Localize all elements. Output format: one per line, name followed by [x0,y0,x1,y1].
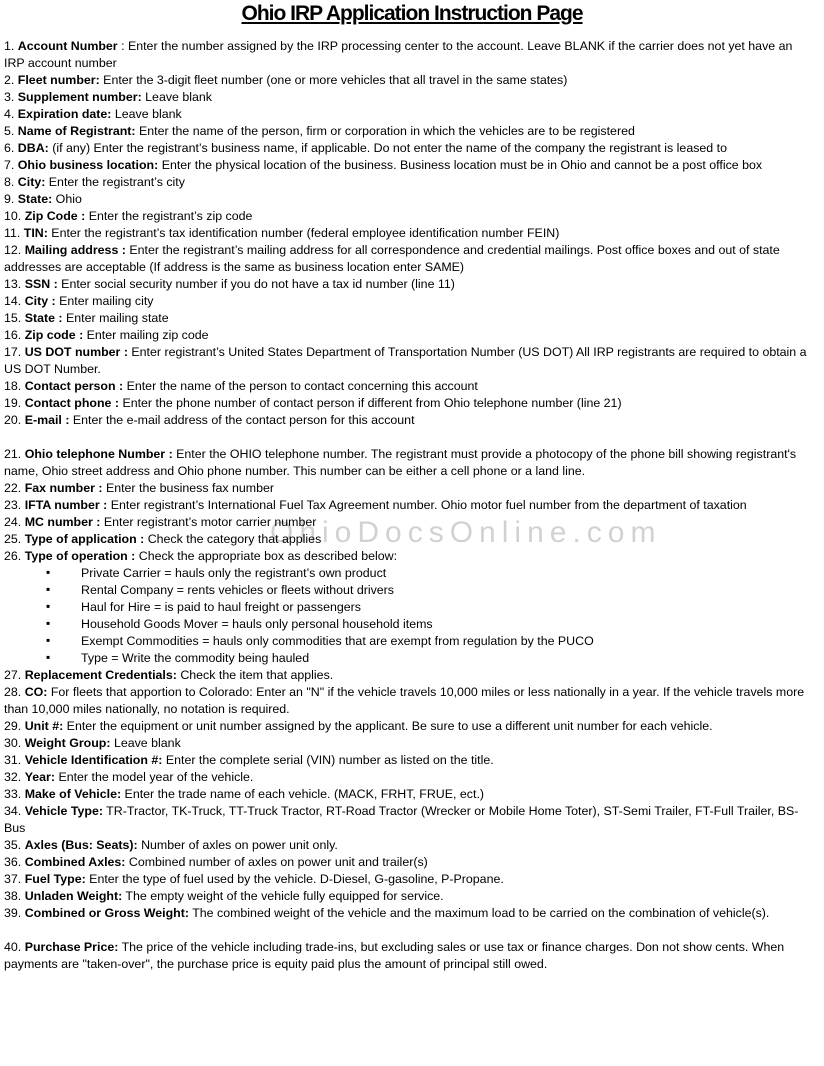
item-text: Enter the name of the person to contact concerning this account [123,379,478,393]
item-number: 13. [4,277,22,291]
item-label: MC number : [24,515,101,529]
item-number: 29. [4,719,22,733]
instruction-item [4,327,816,344]
instruction-item [4,871,816,888]
instruction-item [4,174,816,191]
item-text: TR-Tractor, TK-Truck, TT-Truck Tractor, RT-Road Tractor (Wrecker or Mobile Home Toter), ST-Semi Trailer, FT-Full Trailer, BS-Bus [4,804,799,835]
item-text: Enter registrant’s United States Department of Transportation Number (US DOT) All IRP registrants are required to obtain a US DOT Number. [4,345,807,376]
item-label: DBA: [17,141,49,155]
item-label: Unladen Weight: [24,889,123,903]
item-text: Enter the business fax number [102,481,274,495]
instruction-item [4,276,816,293]
item-text: The combined weight of the vehicle and the maximum load to be carried on the combination of vehicle(s). [188,906,770,920]
item-label: Type of operation : [24,549,136,563]
item-label: Ohio telephone Number : [24,447,173,461]
item-number: 17. [4,345,22,359]
item-label: Ohio business location: [17,158,159,172]
instruction-item [4,786,816,803]
item-text: Number of axles on power unit only. [137,838,338,852]
instruction-item [4,412,816,429]
item-number: 19. [4,396,22,410]
item-number: 40. [4,940,22,954]
item-label: Mailing address : [24,243,126,257]
item-text: Check the category that applies [144,532,322,546]
item-label: Vehicle Identification #: [24,753,163,767]
item-text: Combined number of axles on power unit and trailer(s) [125,855,428,869]
instruction-item [4,72,816,89]
instruction-item [4,140,816,157]
item-label: Replacement Credentials: [24,668,177,682]
item-label: City: [17,175,46,189]
item-text: Enter the phone number of contact person if different from Ohio telephone number (line 21) [119,396,622,410]
item-label: Expiration date: [17,107,112,121]
instruction-item [4,395,816,412]
item-label: Contact phone : [24,396,119,410]
instruction-item [4,191,816,208]
item-label: Year: [24,770,55,784]
item-number: 14. [4,294,22,308]
item-text: Enter the e-mail address of the contact person for this account [69,413,415,427]
item-text: Enter the model year of the vehicle. [55,770,254,784]
item-number: 20. [4,413,22,427]
instruction-item [4,735,816,752]
instruction-item [4,531,816,548]
instruction-item [4,106,816,123]
item-number: 32. [4,770,22,784]
item-text: Enter the equipment or unit number assigned by the applicant. Be sure to use a different unit number for each vehicle. [63,719,713,733]
instruction-item [4,446,816,480]
item-label: Fax number : [24,481,103,495]
item-text: Enter the name of the person, firm or corporation in which the vehicles are to be registered [135,124,635,138]
item-number: 11. [4,226,21,240]
instruction-item [4,208,816,225]
item-text: Enter registrant’s International Fuel Tax Agreement number. Ohio motor fuel number from the department of taxation [107,498,747,512]
instruction-item [4,684,816,718]
item-text: Enter the type of fuel used by the vehicle. D-Diesel, G-gasoline, P-Propane. [85,872,504,886]
watermark: OhioDocsOnline.com [270,516,662,549]
item-number: 6. [4,141,15,155]
item-text: The empty weight of the vehicle fully equipped for service. [122,889,444,903]
item-number: 27. [4,668,22,682]
item-number: 36. [4,855,22,869]
instruction-item [4,514,816,531]
instruction-item [4,157,816,174]
item-label: Weight Group: [24,736,111,750]
operation-type-item: ▪ Exempt Commodities = hauls only commodities that are exempt from regulation by the PUCO [4,633,816,650]
instruction-list [4,38,816,973]
operation-type-item: ▪ Haul for Hire = is paid to haul freight or passengers [4,599,816,616]
item-number: 23. [4,498,22,512]
item-number: 3. [4,90,15,104]
item-label: Account Number [17,39,118,53]
item-number: 21. [4,447,22,461]
item-number: 22. [4,481,22,495]
item-label: Fleet number: [17,73,100,87]
item-number: 24. [4,515,22,529]
item-text: Enter the OHIO telephone number. The registrant must provide a photocopy of the phone bill showing registrant's name, Ohio street address and Ohio phone number. This number can be either a cell phone or a land line. [4,447,797,478]
item-text: Check the item that applies. [176,668,334,682]
item-text: Leave blank [111,107,182,121]
item-number: 28. [4,685,22,699]
item-number: 39. [4,906,22,920]
item-text: Enter mailing city [55,294,154,308]
instruction-item [4,225,816,242]
item-text: Enter the physical location of the business. Business location must be in Ohio and cannot be a post office box [158,158,763,172]
instruction-item [4,38,816,72]
item-text: Leave blank [110,736,181,750]
item-number: 1. [4,39,15,53]
item-label: Name of Registrant: [17,124,136,138]
item-text: For fleets that apportion to Colorado: Enter an "N" if the vehicle travels 10,000 miles or less nationally in a year. If the vehicle travels more than 10,000 miles nationally, no notation is required. [4,685,805,716]
item-number: 37. [4,872,22,886]
item-text: Enter the 3-digit fleet number (one or more vehicles that all travel in the same states) [99,73,568,87]
item-text: Enter the number assigned by the IRP processing center to the account. Leave BLANK if the carrier does not yet have an IRP account number [4,39,793,70]
item-label: City : [24,294,56,308]
item-number: 38. [4,889,22,903]
item-label: Purchase Price: [24,940,119,954]
item-number: 33. [4,787,22,801]
item-number: 30. [4,736,22,750]
item-number: 31. [4,753,22,767]
item-text: Enter the complete serial (VIN) number as listed on the title. [162,753,494,767]
instruction-item [4,803,816,837]
item-label: Zip code : [24,328,84,342]
item-label: Fuel Type: [24,872,86,886]
item-text: Enter social security number if you do not have a tax id number (line 11) [57,277,455,291]
item-separator: : [117,39,128,53]
instruction-item [4,242,816,276]
item-text: Enter the registrant’s mailing address for all correspondence and credential mailings. Post office boxes and out of state addresses are acceptable (If address is the same as business location enter SAME) [4,243,780,274]
instruction-item [4,837,816,854]
operation-type-item: ▪ Type = Write the commodity being hauled [4,650,816,667]
page-title: Ohio IRP Application Instruction Page [241,2,583,25]
operation-type-item: ▪ Rental Company = rents vehicles or fleets without drivers [4,582,816,599]
item-number: 25. [4,532,22,546]
item-label: TIN: [23,226,48,240]
spacer [4,429,816,446]
item-number: 18. [4,379,22,393]
item-text: Enter the trade name of each vehicle. (MACK, FRHT, FRUE, ect.) [121,787,485,801]
item-label: E-mail : [24,413,70,427]
item-number: 5. [4,124,15,138]
item-text: Enter the registrant’s city [45,175,185,189]
instruction-item [4,344,816,378]
instruction-item [4,905,816,922]
item-label: IFTA number : [24,498,108,512]
item-number: 4. [4,107,15,121]
instruction-item [4,548,816,565]
instruction-item [4,939,816,973]
item-text: Enter registrant’s motor carrier number [100,515,317,529]
instruction-item [4,667,816,684]
instruction-item [4,854,816,871]
item-label: CO: [24,685,48,699]
item-label: SSN : [24,277,58,291]
item-text: Enter mailing state [62,311,169,325]
instruction-item [4,293,816,310]
operation-type-item: ▪ Private Carrier = hauls only the registrant’s own product [4,565,816,582]
instruction-item [4,718,816,735]
instruction-item [4,123,816,140]
item-label: Combined Axles: [24,855,126,869]
item-text: Check the appropriate box as described below: [135,549,398,563]
item-label: Type of application : [24,532,145,546]
item-text: Enter the registrant’s tax identification number (federal employee identification number FEIN) [47,226,560,240]
instruction-item [4,497,816,514]
item-label: Vehicle Type: [24,804,103,818]
item-label: US DOT number : [24,345,128,359]
item-label: Contact person : [24,379,124,393]
item-text: (if any) Enter the registrant’s business name, if applicable. Do not enter the name of the company the registrant is leased to [48,141,727,155]
item-text: The price of the vehicle including trade-ins, but excluding sales or use tax or finance charges. Don not show cents. When payments are "taken-over", the purchase price is equity paid plus the amount of principal still owed. [4,940,785,971]
item-text: Enter mailing zip code [83,328,209,342]
operation-type-item: ▪ Household Goods Mover = hauls only personal household items [4,616,816,633]
item-label: State : [24,311,63,325]
item-number: 10. [4,209,22,223]
item-text: Leave blank [141,90,212,104]
item-label: Unit #: [24,719,64,733]
item-number: 8. [4,175,15,189]
item-number: 16. [4,328,22,342]
item-number: 2. [4,73,15,87]
item-label: State: [17,192,53,206]
instruction-item [4,89,816,106]
item-label: Supplement number: [17,90,142,104]
item-number: 9. [4,192,15,206]
item-label: Zip Code : [24,209,86,223]
item-number: 7. [4,158,15,172]
instruction-item [4,310,816,327]
item-text: Ohio [52,192,82,206]
item-label: Axles (Bus: Seats): [24,838,138,852]
instruction-item [4,480,816,497]
instruction-item [4,769,816,786]
spacer [4,922,816,939]
instruction-item [4,752,816,769]
instruction-item [4,888,816,905]
item-number: 12. [4,243,22,257]
item-number: 15. [4,311,22,325]
item-label: Make of Vehicle: [24,787,122,801]
item-number: 34. [4,804,22,818]
item-text: Enter the registrant’s zip code [85,209,253,223]
item-label: Combined or Gross Weight: [24,906,189,920]
instruction-item [4,378,816,395]
item-number: 35. [4,838,22,852]
item-number: 26. [4,549,22,563]
operation-type-list [4,565,816,667]
